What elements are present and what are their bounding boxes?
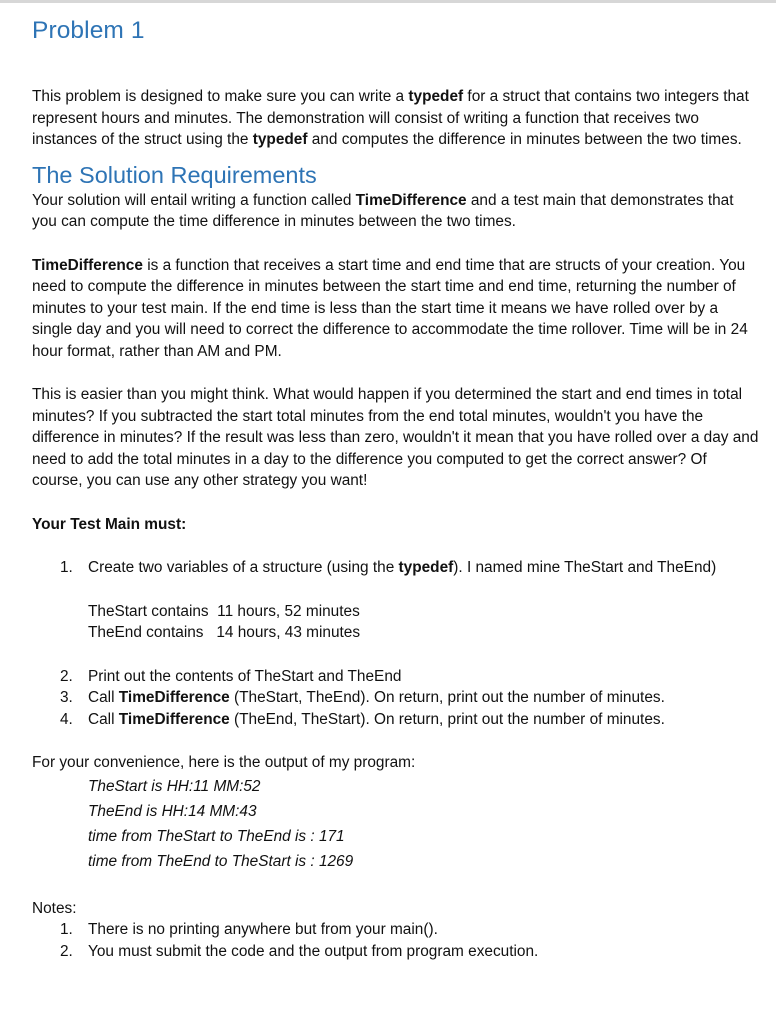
notes-section	[32, 898, 760, 963]
output-line: time from TheEnd to TheStart is : 1269	[88, 852, 354, 870]
section-heading: The Solution Requirements	[32, 161, 317, 188]
req-text-2: and a test main that demonstrates that you can compute the time difference in minutes between the two times.	[32, 191, 734, 230]
end-values-line: TheEnd contains 14 hours, 43 minutes	[88, 624, 361, 641]
step4-text-2: (TheEnd, TheStart). On return, print out the number of minutes.	[229, 710, 665, 728]
list-number: 1.	[60, 559, 73, 576]
note-text: You must submit the code and the output from program execution.	[88, 942, 539, 960]
intro-paragraph	[32, 86, 760, 151]
step2-text: Print out the contents of TheStart and TheEnd	[88, 667, 402, 685]
steps-list-continued	[32, 666, 760, 731]
output-line: TheEnd is HH:14 MM:43	[88, 802, 257, 820]
step3-text-1: Call	[88, 689, 119, 706]
step4-bold: TimeDifference	[118, 710, 230, 728]
start-values-line: TheStart contains 11 hours, 52 minutes	[88, 602, 360, 620]
notes-heading: Notes:	[32, 899, 77, 917]
test-main-heading-text: Your Test Main must:	[32, 515, 187, 533]
req-bold-function: TimeDifference	[355, 191, 467, 209]
step3-bold: TimeDifference	[118, 689, 230, 706]
hint-paragraph: This is easier than you might think. What would happen if you determined the start and end times in total minutes? If you subtracted the start total minutes from the end total minutes, wouldn't you have the difference in minutes? If the result was less than zero, wouldn't it mean that you have rolled over a day and need to add the total minutes in a day to the difference you computed to get the correct answer? Of course, you can use any other strategy you want!	[32, 386, 759, 489]
note-text: There is no printing anywhere but from your main().	[88, 921, 438, 938]
list-number: 1.	[60, 921, 73, 938]
list-item	[32, 709, 760, 731]
list-item	[32, 919, 760, 941]
requirements-paragraph	[32, 190, 760, 233]
step4-text-1: Call	[88, 710, 119, 728]
program-output	[32, 774, 760, 874]
output-line: time from TheStart to TheEnd is : 171	[88, 827, 345, 845]
list-item	[32, 557, 760, 579]
intro-text-2: for a struct that contains two integers that represent hours and minutes. The demonstration will consist of writing a function that receives two instances of the struct using the	[32, 88, 749, 148]
intro-bold-typedef-2: typedef	[252, 131, 308, 148]
func-text: is a function that receives a start time and end time that are structs of your creation. You need to compute the difference in minutes between the start time and end time, returning the number of minutes to your test main. If the end time is less than the start time it means we have rolled over by a single day and you will need to correct the difference to accommodate the time rollover. Time will be in 24 hour format, rather than AM and PM.	[32, 256, 748, 360]
intro-bold-typedef-1: typedef	[408, 88, 464, 105]
list-number: 2.	[60, 667, 73, 685]
test-main-heading	[32, 514, 760, 536]
list-item	[32, 666, 760, 688]
steps-list	[32, 557, 760, 579]
list-number: 3.	[60, 689, 73, 706]
step1-text-2: ). I named mine TheStart and TheEnd)	[453, 559, 717, 576]
intro-text-1: This problem is designed to make sure you can write a	[32, 88, 409, 105]
function-paragraph	[32, 255, 760, 363]
intro-text-3: and computes the difference in minutes between the two times.	[307, 131, 742, 148]
page-top-border	[0, 0, 776, 3]
step1-text-1: Create two variables of a structure (using the	[88, 559, 399, 576]
list-number: 4.	[60, 710, 73, 728]
list-item	[32, 687, 760, 709]
document-body	[32, 6, 760, 962]
page-title: Problem 1	[32, 17, 145, 44]
step1-bold: typedef	[398, 559, 454, 576]
func-bold-name: TimeDifference	[32, 256, 143, 274]
req-text-1: Your solution will entail writing a function called	[32, 191, 356, 209]
list-number: 2.	[60, 942, 73, 960]
output-intro: For your convenience, here is the output of my program:	[32, 754, 416, 771]
notes-list	[32, 919, 760, 962]
output-line: TheStart is HH:11 MM:52	[88, 777, 261, 795]
step3-text-2: (TheStart, TheEnd). On return, print out the number of minutes.	[229, 689, 665, 706]
list-item	[32, 941, 760, 963]
struct-values	[32, 601, 760, 644]
